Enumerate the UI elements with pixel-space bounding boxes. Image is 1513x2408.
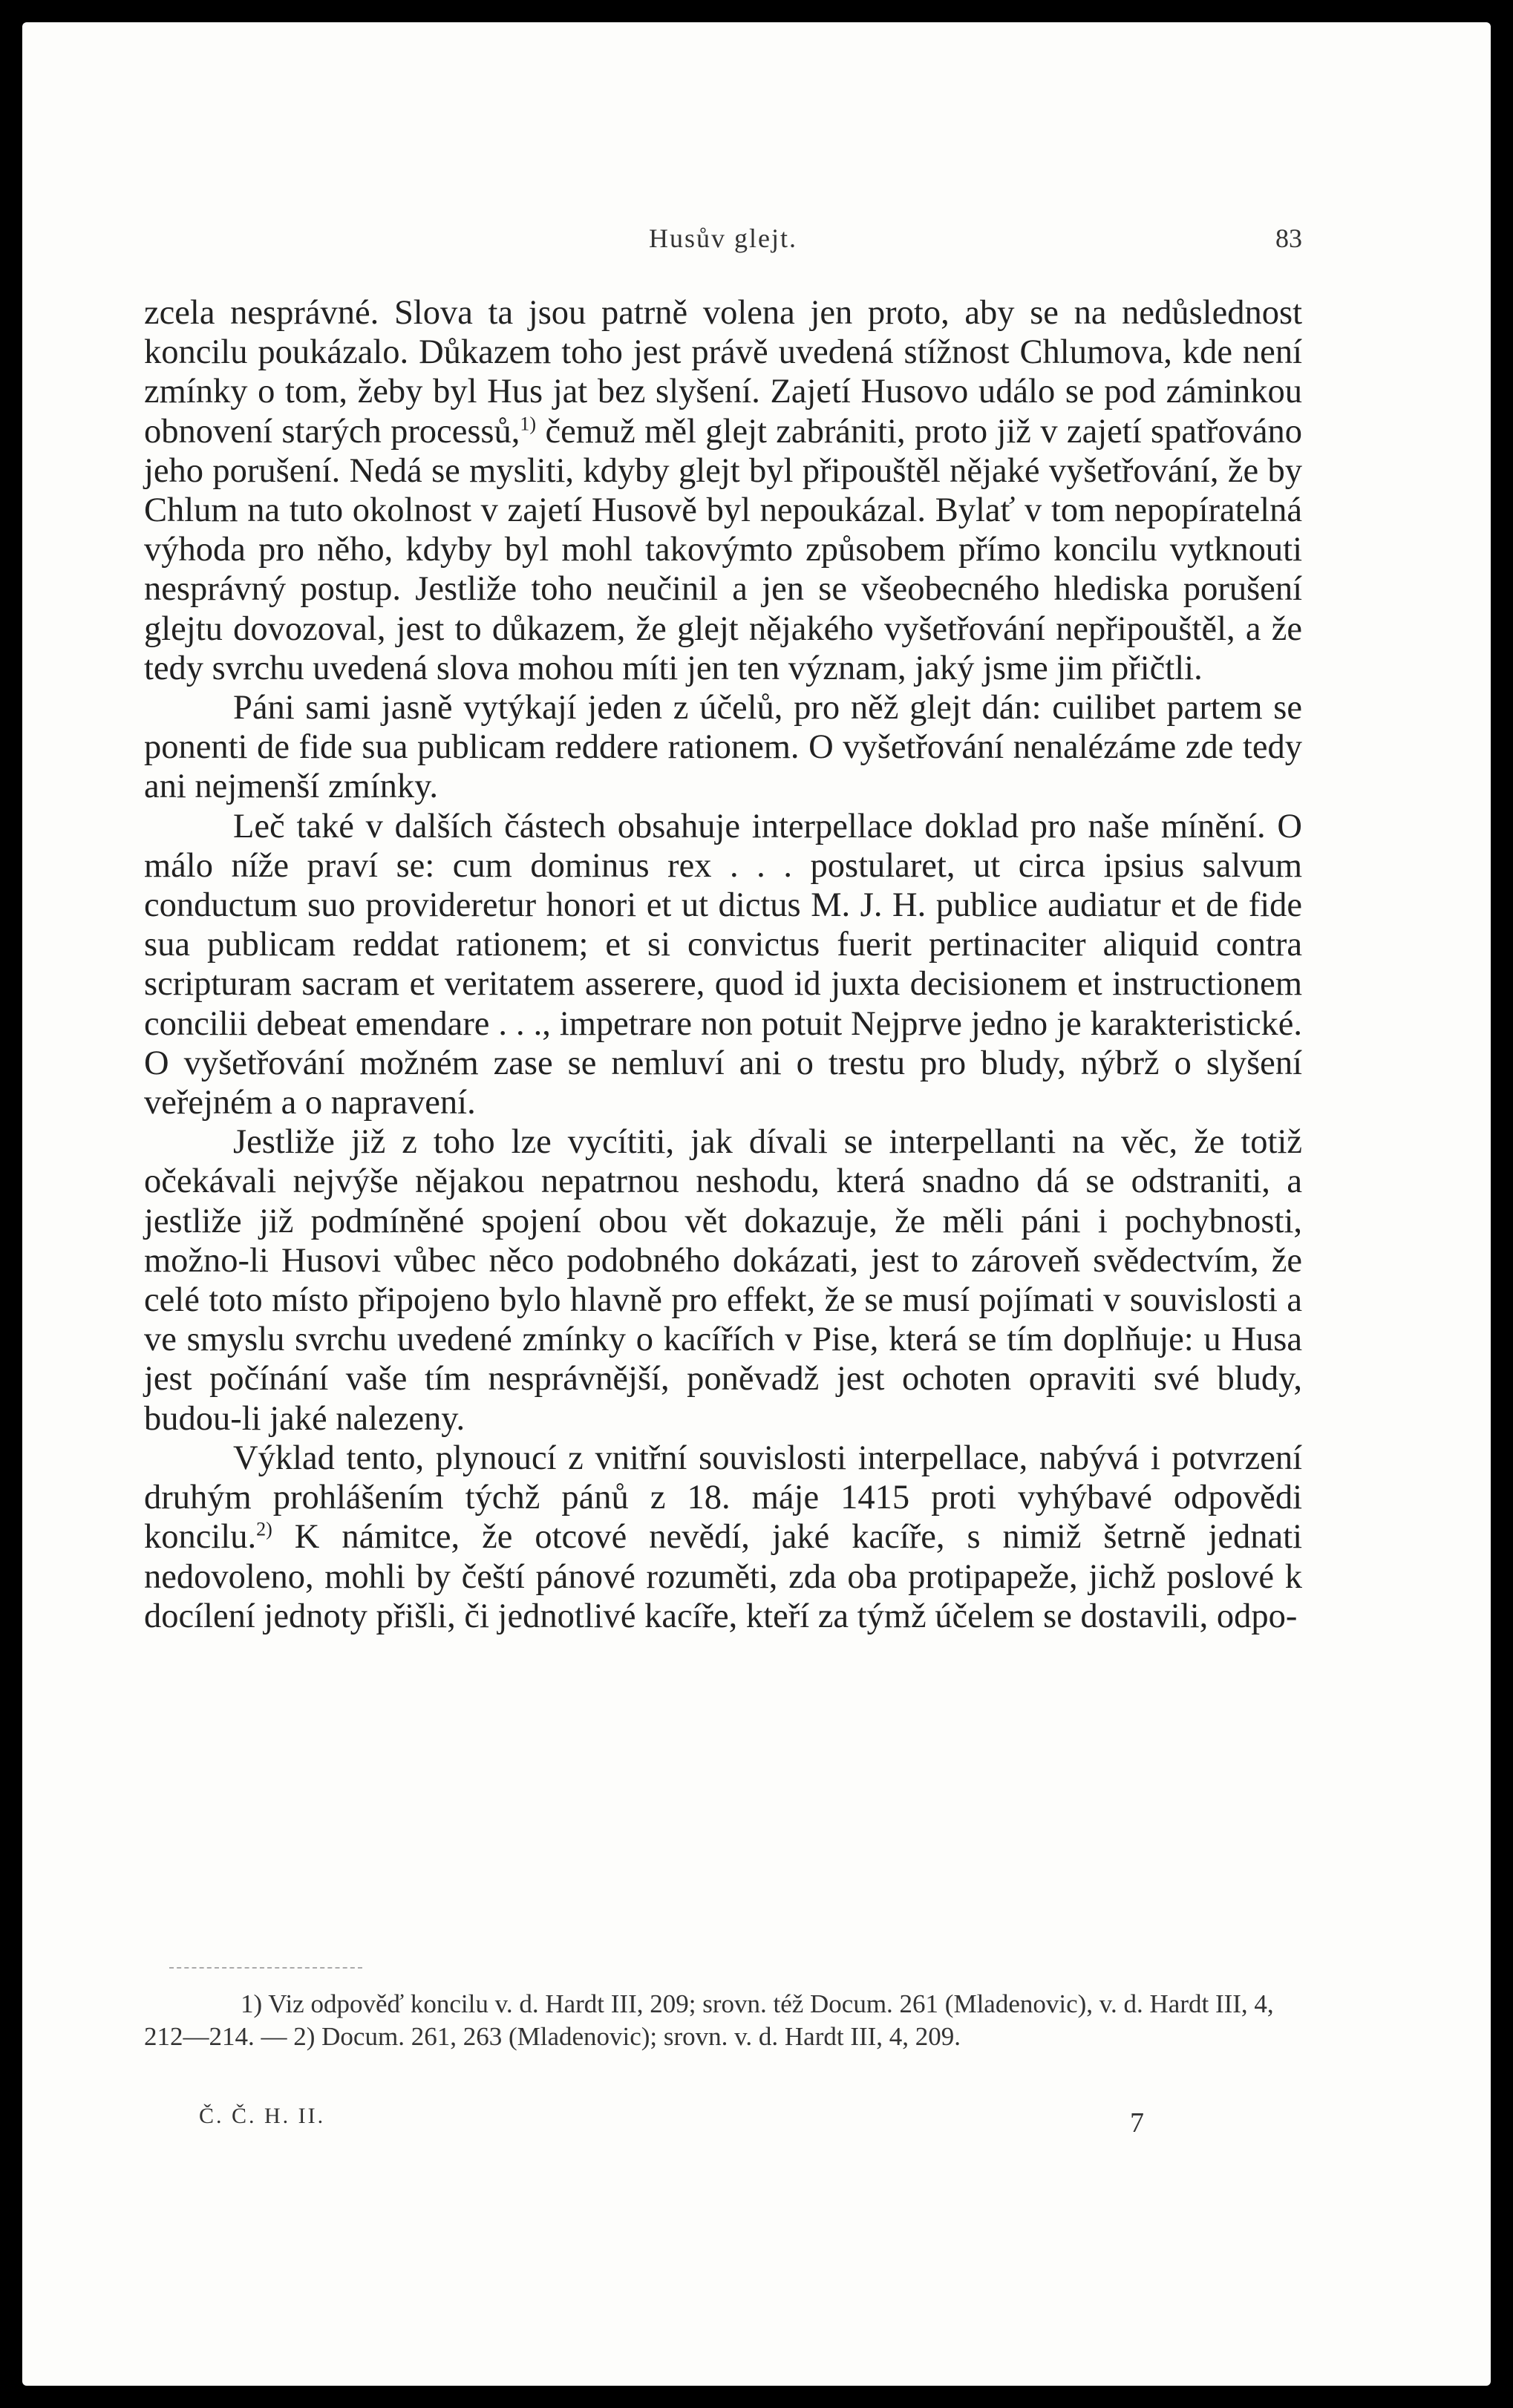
paragraph-4-text: Jestliže již z toho lze vycítiti, jak dívali se interpellanti na věc, že totiž očekávali nejvýše nějakou nepatrnou neshodu, která snadno dá se odstraniti, a jestliže již podmíněné spojení obou vět dokazuje, že měli páni i pochybnosti, možno-li Husovi vůbec něco podobného dokázati, jest to zároveň svědectvím, že celé toto místo připojeno bylo hlavně pro effekt, že se musí pojímati v souvislosti a ve smyslu svrchu uvedené zmínky o kacířích v Pise, která se tím doplňuje: u Husa jest počínání vaše tím nesprávnější, poněvadž jest ochoten opraviti své bludy, budou-li jaké nalezeny.: [144, 1123, 1302, 1438]
signature-mark: Č. Č. H. II.: [199, 2104, 326, 2128]
sheet-number: 7: [1130, 2107, 1144, 2139]
footnotes: [144, 1988, 1302, 2053]
page-number: 83: [1275, 223, 1302, 253]
paragraph-4: [144, 1122, 1302, 1439]
paragraph-1-text-cont: čemuž měl glejt zabrániti, proto již v zajetí spatřováno jeho porušení. Nedá se mysliti, kdyby glejt byl připouštěl nějaké vyšetřování, že by Chlum na tuto okolnost v zajetí Husově byl nepoukázal. Bylať v tom nepopíratelná výhoda pro něho, kdyby byl mohl takovýmto způsobem přímo koncilu vytknouti nesprávný postup. Jestliže toho neučinil a jen se všeobecného hlediska porušení glejtu dovozoval, jest to důkazem, že glejt nějakého vyšetřování nepřipouštěl, a že tedy svrchu uvedená slova mohou míti jen ten význam, jaký jsme jim přičtli.: [144, 412, 1303, 687]
paragraph-5-text: Výklad tento, plynoucí z vnitřní souvislosti interpellace, nabývá i potvrzení druhým prohlášením týchž pánů z 18. máje 1415 proti vyhýbavé odpovědi koncilu.: [144, 1439, 1302, 1557]
running-head: [144, 223, 1302, 267]
running-title: Husův glejt.: [649, 223, 797, 253]
paragraph-5: [144, 1439, 1302, 1636]
paragraph-1: [144, 293, 1302, 688]
paragraph-3-text: Leč také v dalších částech obsahuje interpellace doklad pro naše mínění. O málo níže praví se: cum dominus rex . . . postularet, ut circa ipsius salvum conductum suo provideretur honori et ut dictus M. J. H. publice audiatur et de fide sua publicam reddat rationem; et si convictus fuerit pertinaciter aliquid contra scripturam sacram et veritatem asserere, quod id juxta decisionem et instructionem concilii debeat emendare . . ., impetrare non potuit Nejprve jedno je karakteristické. O vyšetřování možném zase se nemluví ani o trestu pro bludy, nýbrž o slyšení veřejném a o napravení.: [144, 807, 1302, 1122]
body-text: [144, 293, 1302, 1636]
footnote-divider: [169, 1967, 362, 1969]
paragraph-2-text: Páni sami jasně vytýkají jeden z účelů, pro něž glejt dán: cuilibet partem se ponenti de fide sua publicam reddere rationem. O vyšetřování nenalézáme zde tedy ani nejmenší zmínky.: [144, 689, 1302, 806]
paragraph-2: [144, 688, 1302, 807]
paragraph-3: [144, 807, 1302, 1123]
footnote-ref-1: 1): [520, 413, 537, 435]
paragraph-1-text: zcela nesprávné. Slova ta jsou patrně volena jen proto, aby se na nedůslednost koncilu poukázalo. Důkazem toho jest právě uvedená stížnost Chlumova, kde není zmínky o tom, žeby byl Hus jat bez slyšení. Zajetí Husovo událo se pod záminkou obnovení starých processů,: [144, 294, 1302, 451]
paragraph-5-text-cont: K námitce, že otcové nevědí, jaké kacíře, s nimiž šetrně jednati nedovoleno, mohli by čeští pánové rozuměti, zda oba protipapeže, jichž poslové k docílení jednoty přišli, či jednotlivé kacíře, kteří za týmž účelem se dostavili, odpo-: [144, 1518, 1302, 1635]
footnote: 1) Viz odpověď koncilu v. d. Hardt III, 209; srovn. též Docum. 261 (Mladenovic), v. d. Hardt III, 4, 212—214. — 2) Docum. 261, 263 (Mladenovic); srovn. v. d. Hardt III, 4, 209.: [144, 1989, 1274, 2051]
footnote-ref-2: 2): [256, 1518, 272, 1540]
